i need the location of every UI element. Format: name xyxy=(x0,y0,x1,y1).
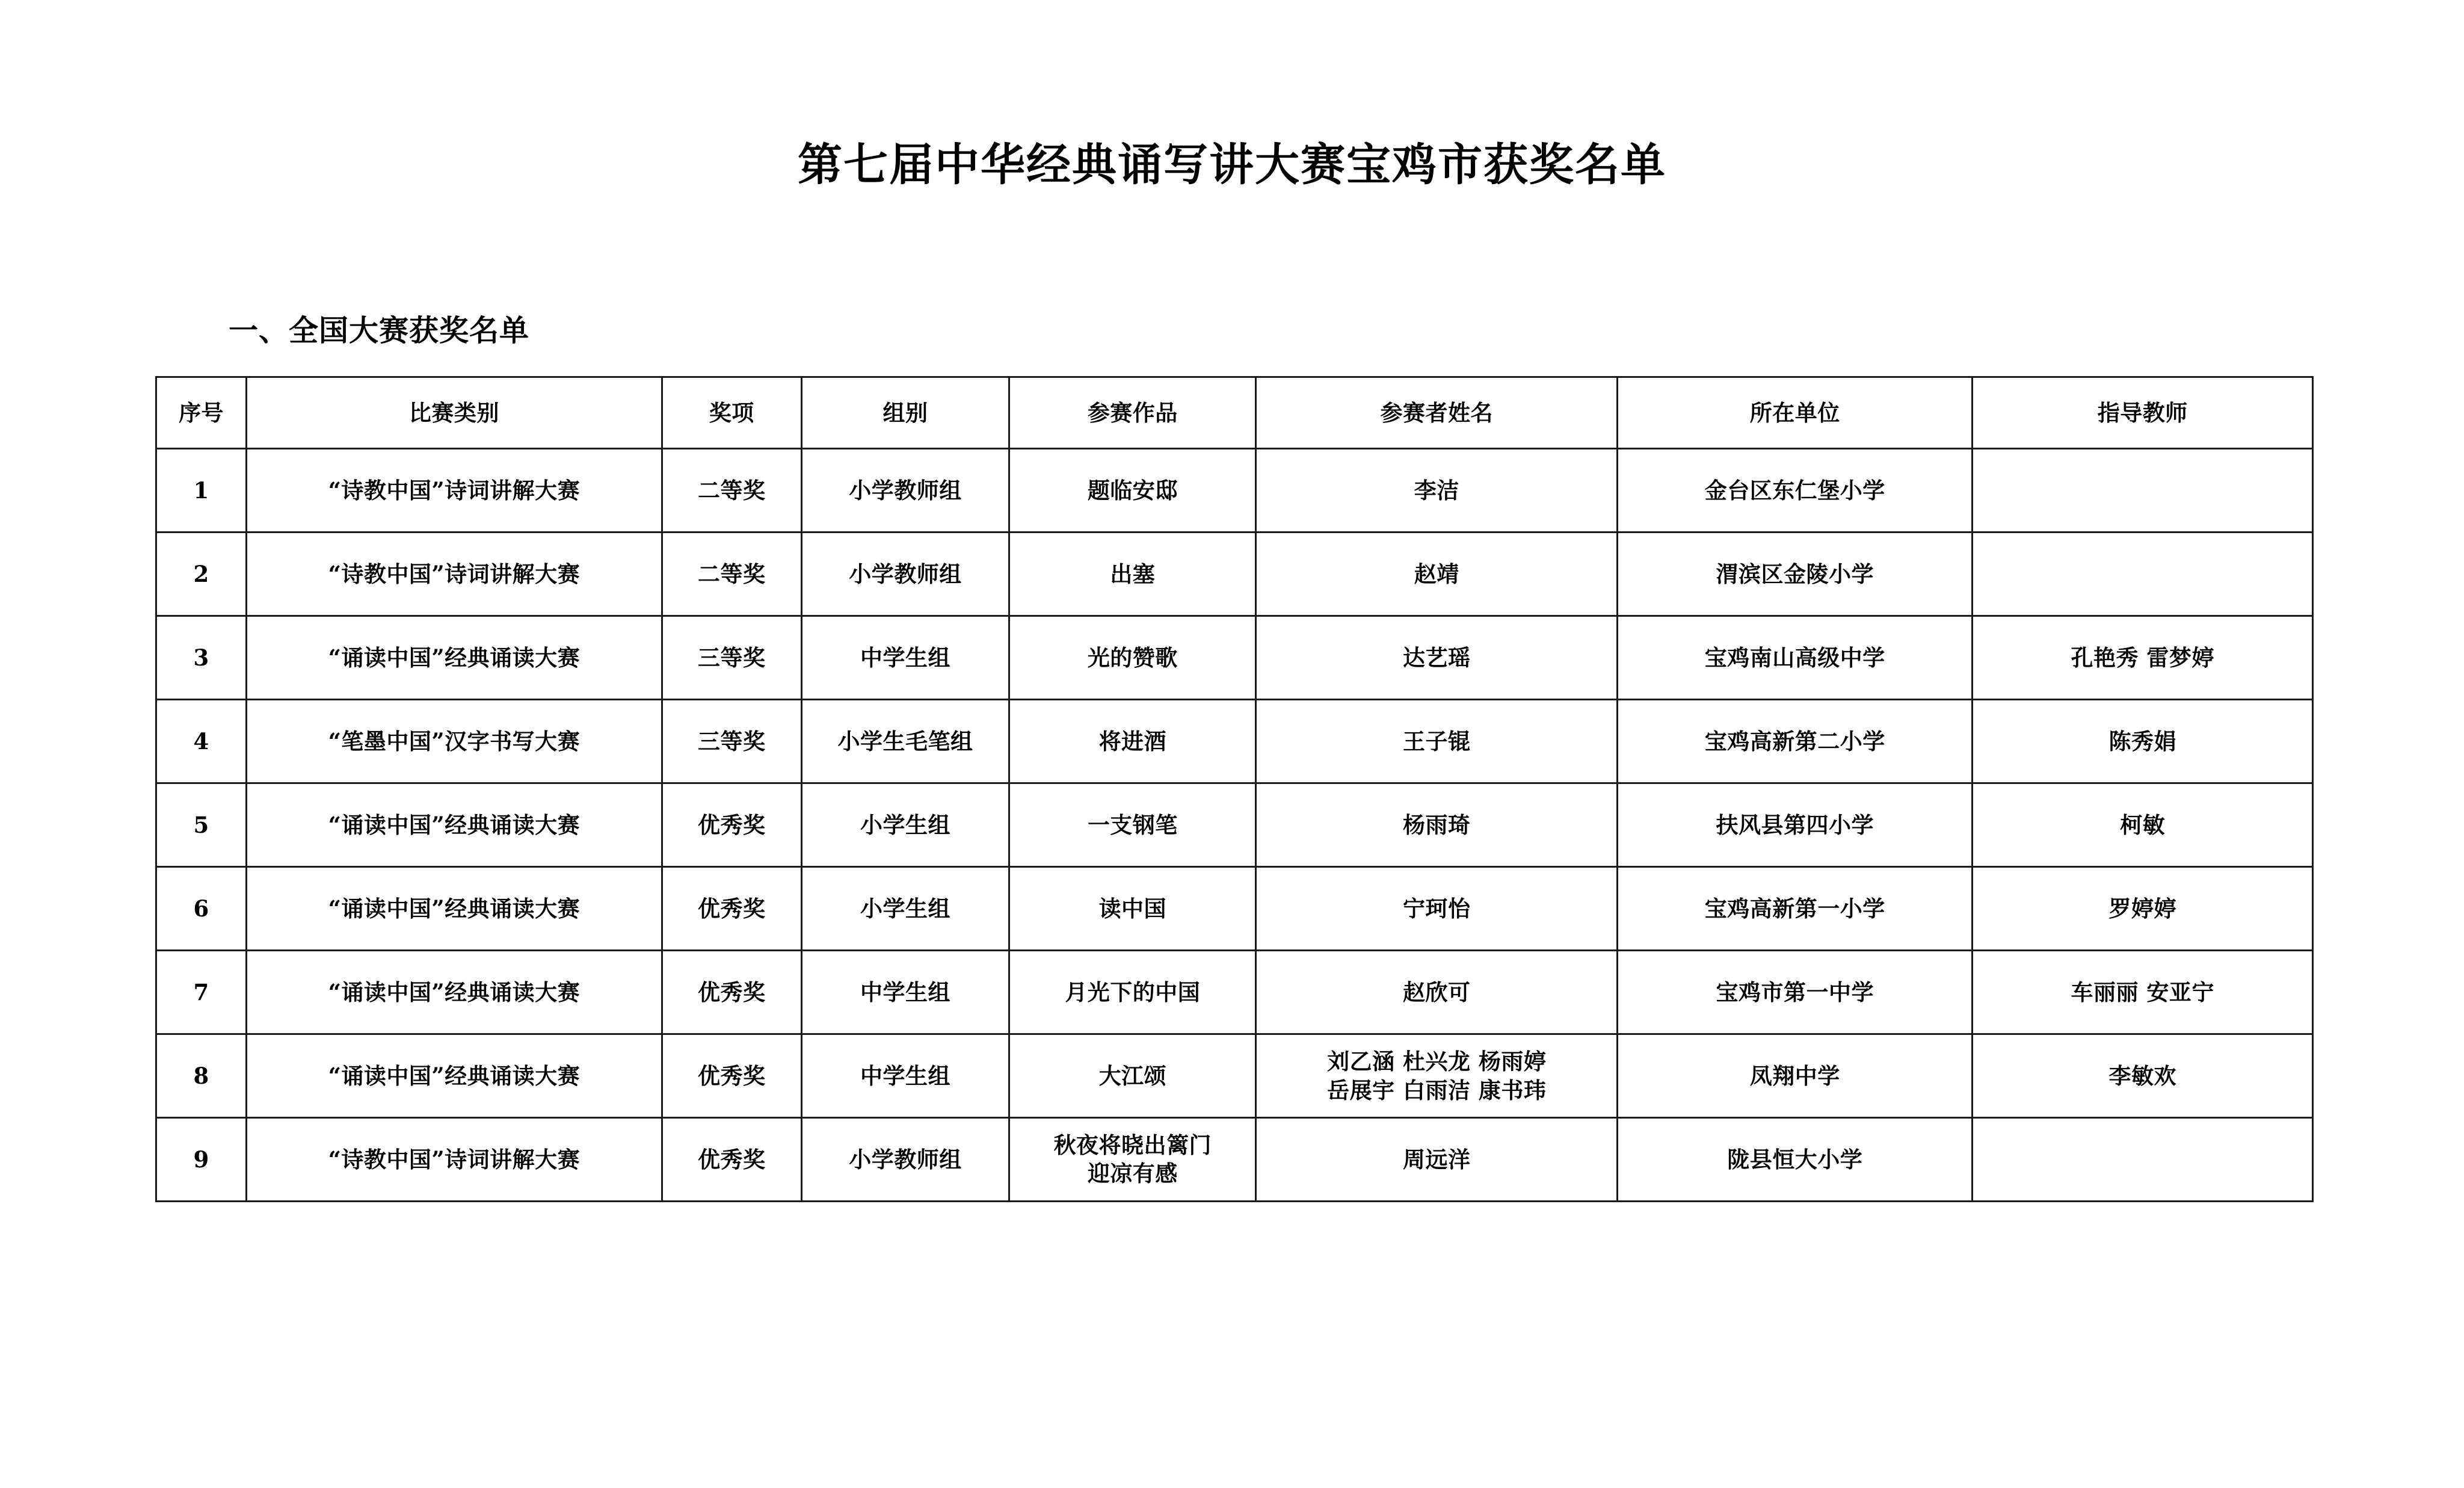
cell-seq: 4 xyxy=(156,700,247,783)
cell-unit: 陇县恒大小学 xyxy=(1617,1118,1972,1202)
column-header-work: 参赛作品 xyxy=(1009,377,1256,449)
cell-category: “笔墨中国”汉字书写大赛 xyxy=(247,700,662,783)
work-title-line: 秋夜将晓出篱门 xyxy=(1053,1131,1212,1158)
column-header-prize: 奖项 xyxy=(662,377,801,449)
cell-category: “诵读中国”经典诵读大赛 xyxy=(247,783,662,867)
column-header-group: 组别 xyxy=(801,377,1009,449)
cell-work: 大江颂 xyxy=(1009,1034,1256,1118)
page-title: 第七届中华经典诵写讲大赛宝鸡市获奖名单 xyxy=(798,139,1666,191)
cell-work: 一支钢笔 xyxy=(1009,783,1256,867)
cell-unit: 宝鸡南山高级中学 xyxy=(1617,616,1972,700)
column-header-seq: 序号 xyxy=(156,377,247,449)
participant-name-list xyxy=(1259,1047,1614,1105)
cell-unit: 宝鸡高新第一小学 xyxy=(1617,867,1972,951)
cell-group: 小学生毛笔组 xyxy=(801,700,1009,783)
cell-teacher: 李敏欢 xyxy=(1973,1034,2313,1118)
cell-work: 光的赞歌 xyxy=(1009,616,1256,700)
cell-teacher xyxy=(1973,449,2313,533)
cell-unit: 宝鸡高新第二小学 xyxy=(1617,700,1972,783)
table-row xyxy=(156,533,2313,616)
cell-participant: 李洁 xyxy=(1256,449,1618,533)
cell-group: 中学生组 xyxy=(801,1034,1009,1118)
cell-category: “诗教中国”诗词讲解大赛 xyxy=(247,533,662,616)
cell-category: “诗教中国”诗词讲解大赛 xyxy=(247,1118,662,1202)
participant-name-row: 岳展宇 白雨洁 康书玮 xyxy=(1327,1077,1547,1104)
cell-prize: 三等奖 xyxy=(662,700,801,783)
cell-prize: 优秀奖 xyxy=(662,1118,801,1202)
cell-category: “诵读中国”经典诵读大赛 xyxy=(247,616,662,700)
cell-participant: 达艺瑶 xyxy=(1256,616,1618,700)
cell-prize: 优秀奖 xyxy=(662,867,801,951)
cell-unit: 凤翔中学 xyxy=(1617,1034,1972,1118)
table-row xyxy=(156,616,2313,700)
cell-group: 中学生组 xyxy=(801,616,1009,700)
cell-participant: 赵靖 xyxy=(1256,533,1618,616)
award-table xyxy=(155,376,2314,1202)
cell-seq: 2 xyxy=(156,533,247,616)
cell-work: 题临安邸 xyxy=(1009,449,1256,533)
column-header-teacher: 指导教师 xyxy=(1973,377,2313,449)
cell-category: “诵读中国”经典诵读大赛 xyxy=(247,1034,662,1118)
cell-work: 月光下的中国 xyxy=(1009,951,1256,1034)
cell-group: 小学教师组 xyxy=(801,449,1009,533)
cell-work: 出塞 xyxy=(1009,533,1256,616)
column-header-unit: 所在单位 xyxy=(1617,377,1972,449)
award-table-container xyxy=(155,376,2314,1202)
cell-group: 小学教师组 xyxy=(801,1118,1009,1202)
cell-group: 小学生组 xyxy=(801,867,1009,951)
cell-prize: 三等奖 xyxy=(662,616,801,700)
participant-name-row: 刘乙涵 杜兴龙 杨雨婷 xyxy=(1327,1048,1547,1075)
cell-category: “诗教中国”诗词讲解大赛 xyxy=(247,449,662,533)
cell-participant: 赵欣可 xyxy=(1256,951,1618,1034)
table-row xyxy=(156,700,2313,783)
cell-seq: 3 xyxy=(156,616,247,700)
cell-participant: 王子锟 xyxy=(1256,700,1618,783)
cell-teacher xyxy=(1973,1118,2313,1202)
cell-unit: 扶风县第四小学 xyxy=(1617,783,1972,867)
table-row xyxy=(156,449,2313,533)
cell-unit: 宝鸡市第一中学 xyxy=(1617,951,1972,1034)
cell-work: 将进酒 xyxy=(1009,700,1256,783)
cell-seq: 7 xyxy=(156,951,247,1034)
cell-prize: 优秀奖 xyxy=(662,951,801,1034)
cell-unit: 金台区东仁堡小学 xyxy=(1617,449,1972,533)
cell-seq: 5 xyxy=(156,783,247,867)
cell-work: 读中国 xyxy=(1009,867,1256,951)
cell-group: 小学生组 xyxy=(801,783,1009,867)
cell-teacher xyxy=(1973,533,2313,616)
cell-group: 小学教师组 xyxy=(801,533,1009,616)
cell-unit: 渭滨区金陵小学 xyxy=(1617,533,1972,616)
cell-seq: 6 xyxy=(156,867,247,951)
cell-seq: 1 xyxy=(156,449,247,533)
cell-prize: 优秀奖 xyxy=(662,783,801,867)
cell-participant: 杨雨琦 xyxy=(1256,783,1618,867)
cell-prize: 二等奖 xyxy=(662,533,801,616)
work-title-lines xyxy=(1012,1131,1252,1188)
column-header-category: 比赛类别 xyxy=(247,377,662,449)
table-row xyxy=(156,1118,2313,1202)
cell-teacher: 罗婷婷 xyxy=(1973,867,2313,951)
cell-teacher: 车丽丽 安亚宁 xyxy=(1973,951,2313,1034)
section-heading: 一、全国大赛获奖名单 xyxy=(229,313,530,348)
table-header-row xyxy=(156,377,2313,449)
cell-work xyxy=(1009,1118,1256,1202)
table-row xyxy=(156,951,2313,1034)
cell-category: “诵读中国”经典诵读大赛 xyxy=(247,951,662,1034)
table-row xyxy=(156,1034,2313,1118)
cell-teacher: 孔艳秀 雷梦婷 xyxy=(1973,616,2313,700)
cell-teacher: 陈秀娟 xyxy=(1973,700,2313,783)
table-header xyxy=(156,377,2313,449)
work-title-line: 迎凉有感 xyxy=(1087,1160,1178,1187)
table-row xyxy=(156,867,2313,951)
table-body xyxy=(156,449,2313,1202)
cell-seq: 8 xyxy=(156,1034,247,1118)
cell-seq: 9 xyxy=(156,1118,247,1202)
table-row xyxy=(156,783,2313,867)
cell-prize: 二等奖 xyxy=(662,449,801,533)
column-header-participant: 参赛者姓名 xyxy=(1256,377,1618,449)
cell-prize: 优秀奖 xyxy=(662,1034,801,1118)
cell-participant xyxy=(1256,1034,1618,1118)
cell-participant: 周远洋 xyxy=(1256,1118,1618,1202)
cell-group: 中学生组 xyxy=(801,951,1009,1034)
cell-teacher: 柯敏 xyxy=(1973,783,2313,867)
document-page xyxy=(0,129,2464,1488)
cell-category: “诵读中国”经典诵读大赛 xyxy=(247,867,662,951)
cell-participant: 宁珂怡 xyxy=(1256,867,1618,951)
